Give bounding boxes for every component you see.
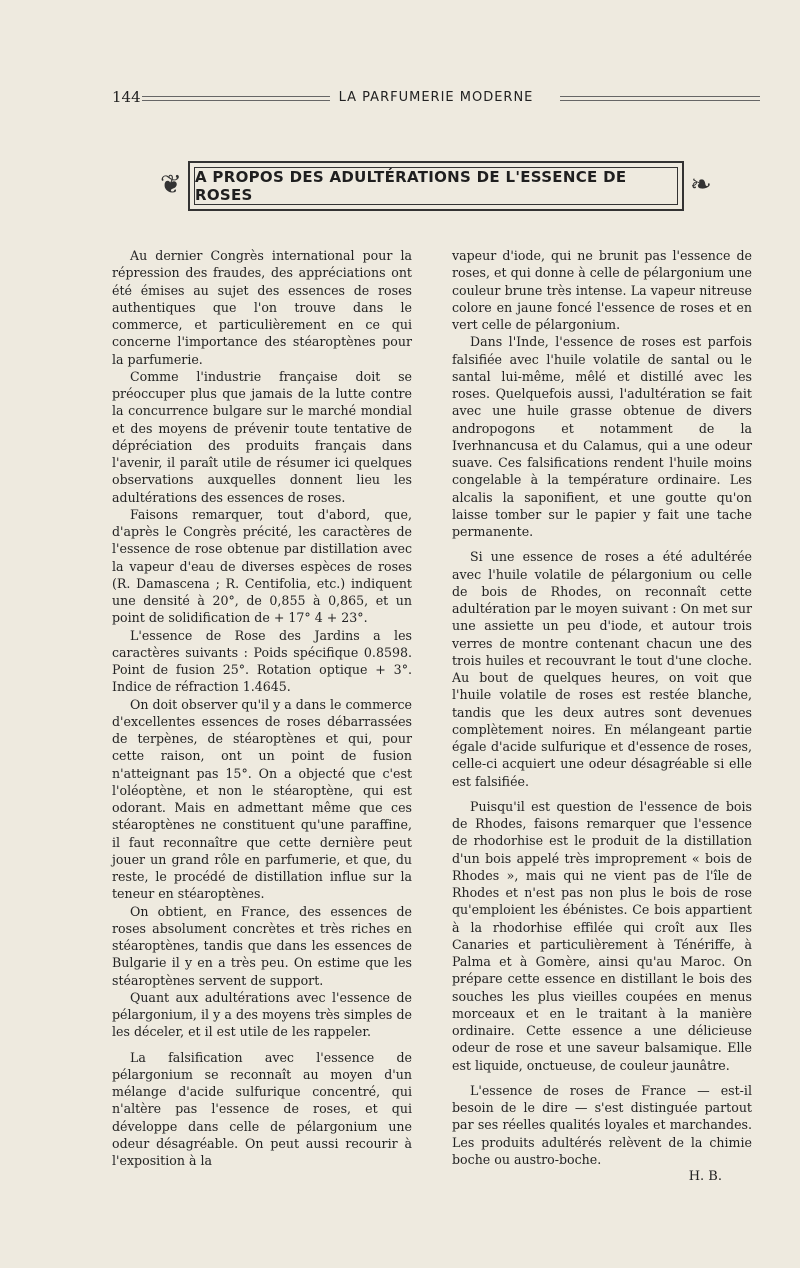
- paragraph: Dans l'Inde, l'essence de roses est parfois falsifiée avec l'huile volatile de santal ou le santal lui-même, mêlé et distillé avec les roses. Quelquefois aussi, l'adultération se fait avec une huile grasse obtenue de divers andropogons et notamment de la Iverhnancusa et du Calamus, qui a une odeur suave. Ces falsifications rendent l'huile moins congelable à la température ordinaire. Les alcalis la saponifient, et une goutte qu'on laisse tomber sur le papier y fait une tache permanente.: [452, 334, 752, 539]
- article-title: A PROPOS DES ADULTÉRATIONS DE L'ESSENCE DE ROSES: [195, 168, 627, 204]
- paragraph: Au dernier Congrès international pour la répression des fraudes, des appréciations ont été émises au sujet des essences de roses authentiques que l'on trouve dans le commerce, et particulièrement en ce qui concerne l'importance des stéaroptènes pour la parfumerie.: [112, 248, 412, 367]
- paragraph: Comme l'industrie française doit se préoccuper plus que jamais de la lutte contre la concurrence bulgare sur le marché mondial et des moyens de prévenir toute tentative de dépréciation des produits français dans l'avenir, il paraît utile de résumer ici quelques observations auxquelles donnent lieu les adultérations des essences de roses.: [112, 368, 412, 505]
- paragraph: vapeur d'iode, qui ne brunit pas l'essence de roses, et qui donne à celle de pélargonium une couleur brune très intense. La vapeur nitreuse colore en jaune foncé l'essence de roses et en vert celle de pélargonium.: [452, 248, 752, 332]
- header-rule-right: [560, 96, 760, 101]
- paragraph: L'essence de roses de France — est-il besoin de le dire — s'est distinguée partout par ses réelles qualités loyales et marchandes. Les produits adultérés relèvent de la chimie boche ou austro-boche.: [452, 1082, 752, 1167]
- paragraph: Si une essence de roses a été adultérée avec l'huile volatile de pélargonium ou celle de bois de Rhodes, on reconnaît cette adultération par le moyen suivant : On met sur une assiette un peu d'iode, et autour trois verres de montre contenant chacun une des trois huiles et recouvrant le tout d'une cloche. Au bout de quelques heures, on voit que l'huile volatile de roses est restée blanche, tandis que les deux autres sont devenues complètement noires. En mélangeant partie égale d'acide sulfurique et d'essence de roses, celle-ci acquiert une odeur désagréable si elle est falsifiée.: [452, 549, 752, 789]
- article-title-box: [188, 161, 684, 211]
- author-signature: H. B.: [688, 1169, 722, 1184]
- left-column: [112, 247, 412, 1169]
- running-title: LA PARFUMERIE MODERNE: [338, 90, 534, 105]
- running-header: [112, 88, 760, 110]
- paragraph: L'essence de Rose des Jardins a les caractères suivants : Poids spécifique 0.8598. Point de fusion 25°. Rotation optique + 3°. Indice de réfraction 1.4645.: [112, 627, 412, 695]
- paragraph: Puisqu'il est question de l'essence de bois de Rhodes, faisons remarquer que l'essence de rhodorhise est le produit de la distillation d'un bois appelé très improprement « bois de Rhodes », mais qui ne vient pas de l'île de Rhodes et n'est pas non plus le bois de rose qu'emploient les ébénistes. Ce bois appartient à la rhodorhise effilée qui croît aux Iles Canaries et particulièrement à Ténériffe, à Palma et à Gomère, ainsi qu'au Maroc. On prépare cette essence en distillant le bois des souches les plus vieilles coupées en menus morceaux et en le traitant à la manière ordinaire. Cette essence a une délicieuse odeur de rose et une saveur balsamique. Elle est liquide, onctueuse, de couleur jaunâtre.: [452, 798, 752, 1073]
- paragraph: Faisons remarquer, tout d'abord, que, d'après le Congrès précité, les caractères de l'essence de rose obtenue par distillation avec la vapeur d'eau de diverses espèces de roses (R. Damascena ; R. Centifolia, etc.) indiquent une densité à 20°, de 0,855 à 0,865, et un point de solidification de + 17° 4 + 23°.: [112, 506, 412, 626]
- right-column: [452, 247, 752, 1185]
- paragraph: On obtient, en France, des essences de roses absolument concrètes et très riches en stéaroptènes, tandis que dans les essences de Bulgarie il y en a très peu. On estime que les stéaroptènes servent de support.: [112, 903, 412, 988]
- fleuron-right-icon: ❧: [690, 170, 712, 200]
- paragraph: On doit observer qu'il y a dans le commerce d'excellentes essences de roses débarrassées de terpènes, de stéaroptènes et qui, pour cette raison, ont un point de fusion n'atteignant pas 15°. On a objecté que c'est l'oléoptène, et non le stéaroptène, qui est odorant. Mais en admettant même que ces stéaroptènes ne constituent qu'une paraffine, il faut reconnaître que cette dernière peut jouer un grand rôle en parfumerie, et que, du reste, le procédé de distillation influe sur la teneur en stéaroptènes.: [112, 696, 412, 902]
- paragraph: La falsification avec l'essence de pélargonium se reconnaît au moyen d'un mélange d'acide sulfurique concentré, qui n'altère pas l'essence de roses, et qui développe dans celle de pélargonium une odeur désagréable. On peut aussi recourir à l'exposition à la: [112, 1049, 412, 1168]
- paragraph: Quant aux adultérations avec l'essence de pélargonium, il y a des moyens très simples de les déceler, et il est utile de les rappeler.: [112, 989, 412, 1040]
- page-number: 144: [112, 88, 141, 106]
- fleuron-left-icon: ❦: [160, 170, 182, 200]
